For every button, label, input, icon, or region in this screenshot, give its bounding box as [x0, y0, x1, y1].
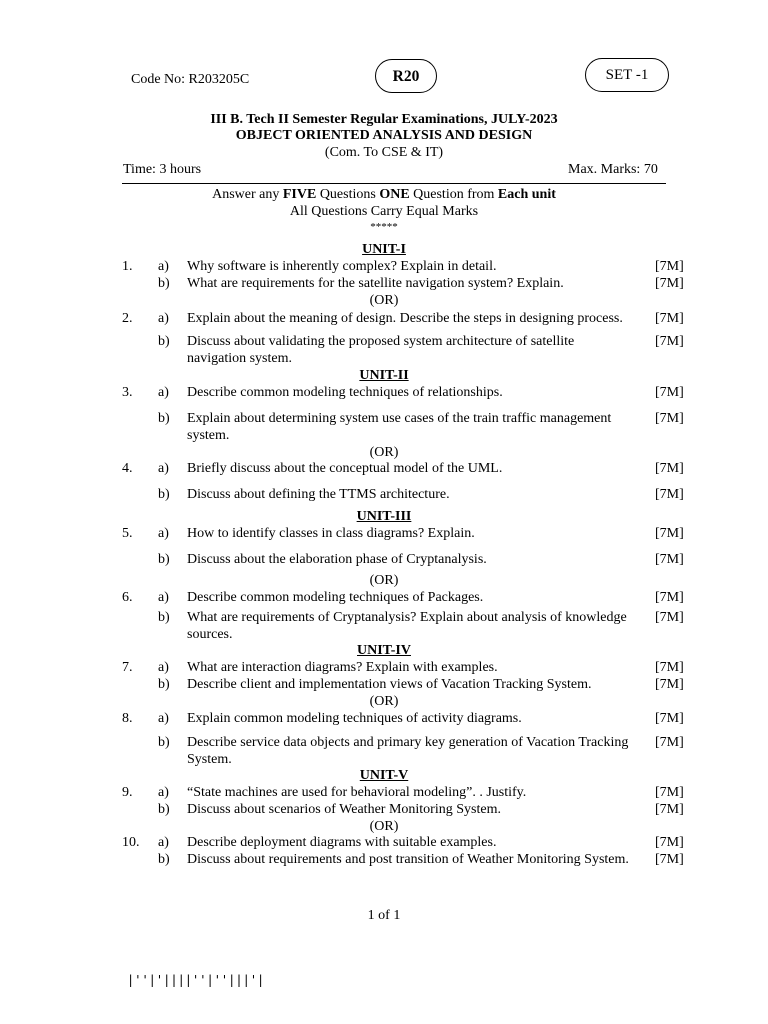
- question-text: Discuss about requirements and post transition of Weather Monitoring System.: [187, 852, 629, 867]
- marks-label: [7M]: [655, 311, 684, 326]
- unit-heading: UNIT-V: [359, 768, 409, 783]
- barcode: |''|'||||''|''|||'|: [127, 973, 265, 987]
- marks-label: [7M]: [655, 385, 684, 400]
- time-label: Time: 3 hours: [123, 162, 202, 177]
- part-label: b): [158, 852, 170, 867]
- question-text: Explain common modeling techniques of activity diagrams.: [187, 711, 522, 726]
- part-label: b): [158, 677, 170, 692]
- question-text: Discuss about validating the proposed system architecture of satellite navigation system.: [187, 334, 575, 366]
- marks-label: [7M]: [655, 852, 684, 867]
- or-label: (OR): [369, 573, 399, 588]
- question-text: Discuss about the elaboration phase of Cryptanalysis.: [187, 552, 487, 567]
- marks-label: [7M]: [655, 552, 684, 567]
- marks-label: [7M]: [655, 677, 684, 692]
- marks-label: [7M]: [655, 785, 684, 800]
- marks-label: [7M]: [655, 487, 684, 502]
- part-label: b): [158, 411, 170, 426]
- marks-label: [7M]: [655, 711, 684, 726]
- part-label: a): [158, 385, 169, 400]
- question-number: 7.: [122, 660, 133, 675]
- marks-label: [7M]: [655, 735, 684, 750]
- unit-heading: UNIT-II: [359, 368, 409, 383]
- question-text: Discuss about scenarios of Weather Monitoring System.: [187, 802, 501, 817]
- part-label: a): [158, 660, 169, 675]
- question-text: Explain about determining system use cases of the train traffic management system.: [187, 411, 612, 443]
- page-number: 1 of 1: [367, 908, 401, 923]
- question-text: What are interaction diagrams? Explain with examples.: [187, 660, 498, 675]
- part-label: b): [158, 487, 170, 502]
- or-label: (OR): [369, 694, 399, 709]
- marks-label: [7M]: [655, 411, 684, 426]
- question-text: Describe deployment diagrams with suitable examples.: [187, 835, 497, 850]
- question-text: “State machines are used for behavioral modeling”. . Justify.: [187, 785, 527, 800]
- marks-label: [7M]: [655, 610, 684, 625]
- exam-title: III B. Tech II Semester Regular Examinations, JULY-2023: [210, 112, 558, 127]
- part-label: a): [158, 711, 169, 726]
- part-label: a): [158, 590, 169, 605]
- header-rule: [122, 183, 666, 184]
- marks-label: [7M]: [655, 660, 684, 675]
- part-label: a): [158, 835, 169, 850]
- marks-label: [7M]: [655, 526, 684, 541]
- marks-label: [7M]: [655, 461, 684, 476]
- question-text: How to identify classes in class diagrams? Explain.: [187, 526, 475, 541]
- set-label: SET -1: [605, 66, 649, 83]
- part-label: a): [158, 461, 169, 476]
- unit-heading: UNIT-I: [362, 242, 406, 257]
- set-badge: [585, 58, 669, 92]
- question-text: Discuss about defining the TTMS architecture.: [187, 487, 450, 502]
- question-text: Why software is inherently complex? Explain in detail.: [187, 259, 497, 274]
- marks-label: [7M]: [655, 259, 684, 274]
- marks-label: [7M]: [655, 276, 684, 291]
- question-text: What are requirements for the satellite navigation system? Explain.: [187, 276, 564, 291]
- marks-label: [7M]: [655, 334, 684, 349]
- part-label: b): [158, 802, 170, 817]
- part-label: b): [158, 735, 170, 750]
- or-label: (OR): [369, 293, 399, 308]
- question-number: 1.: [122, 259, 133, 274]
- question-text: Briefly discuss about the conceptual model of the UML.: [187, 461, 503, 476]
- question-text: Describe service data objects and primary key generation of Vacation Tracking System.: [187, 735, 629, 767]
- part-label: a): [158, 311, 169, 326]
- instruction-line: Answer any FIVE Questions ONE Question from Each unit: [212, 187, 556, 202]
- part-label: b): [158, 610, 170, 625]
- or-label: (OR): [369, 819, 399, 834]
- branches: (Com. To CSE & IT): [324, 145, 444, 160]
- question-number: 3.: [122, 385, 133, 400]
- question-text: Explain about the meaning of design. Describe the steps in designing process.: [187, 311, 623, 326]
- part-label: a): [158, 526, 169, 541]
- marks-label: [7M]: [655, 802, 684, 817]
- question-text: Describe common modeling techniques of Packages.: [187, 590, 484, 605]
- part-label: b): [158, 334, 170, 349]
- unit-heading: UNIT-IV: [357, 643, 411, 658]
- question-text: Describe client and implementation views of Vacation Tracking System.: [187, 677, 592, 692]
- regulation-label: R20: [392, 67, 420, 85]
- question-number: 5.: [122, 526, 133, 541]
- equal-marks-line: All Questions Carry Equal Marks: [289, 204, 479, 219]
- unit-heading: UNIT-III: [356, 509, 412, 524]
- separator-stars: *****: [370, 221, 398, 233]
- question-number: 4.: [122, 461, 133, 476]
- part-label: a): [158, 785, 169, 800]
- or-label: (OR): [369, 445, 399, 460]
- regulation-badge: [375, 59, 437, 93]
- question-number: 6.: [122, 590, 133, 605]
- marks-label: [7M]: [655, 835, 684, 850]
- question-number: 10.: [122, 835, 140, 850]
- question-text: What are requirements of Cryptanalysis? Explain about analysis of knowledge sources.: [187, 610, 627, 642]
- marks-label: [7M]: [655, 590, 684, 605]
- part-label: b): [158, 552, 170, 567]
- question-number: 8.: [122, 711, 133, 726]
- part-label: b): [158, 276, 170, 291]
- question-number: 9.: [122, 785, 133, 800]
- question-text: Describe common modeling techniques of relationships.: [187, 385, 503, 400]
- max-marks-label: Max. Marks: 70: [568, 162, 658, 177]
- code-number: Code No: R203205C: [131, 72, 250, 87]
- subject-title: OBJECT ORIENTED ANALYSIS AND DESIGN: [235, 128, 533, 143]
- question-number: 2.: [122, 311, 133, 326]
- part-label: a): [158, 259, 169, 274]
